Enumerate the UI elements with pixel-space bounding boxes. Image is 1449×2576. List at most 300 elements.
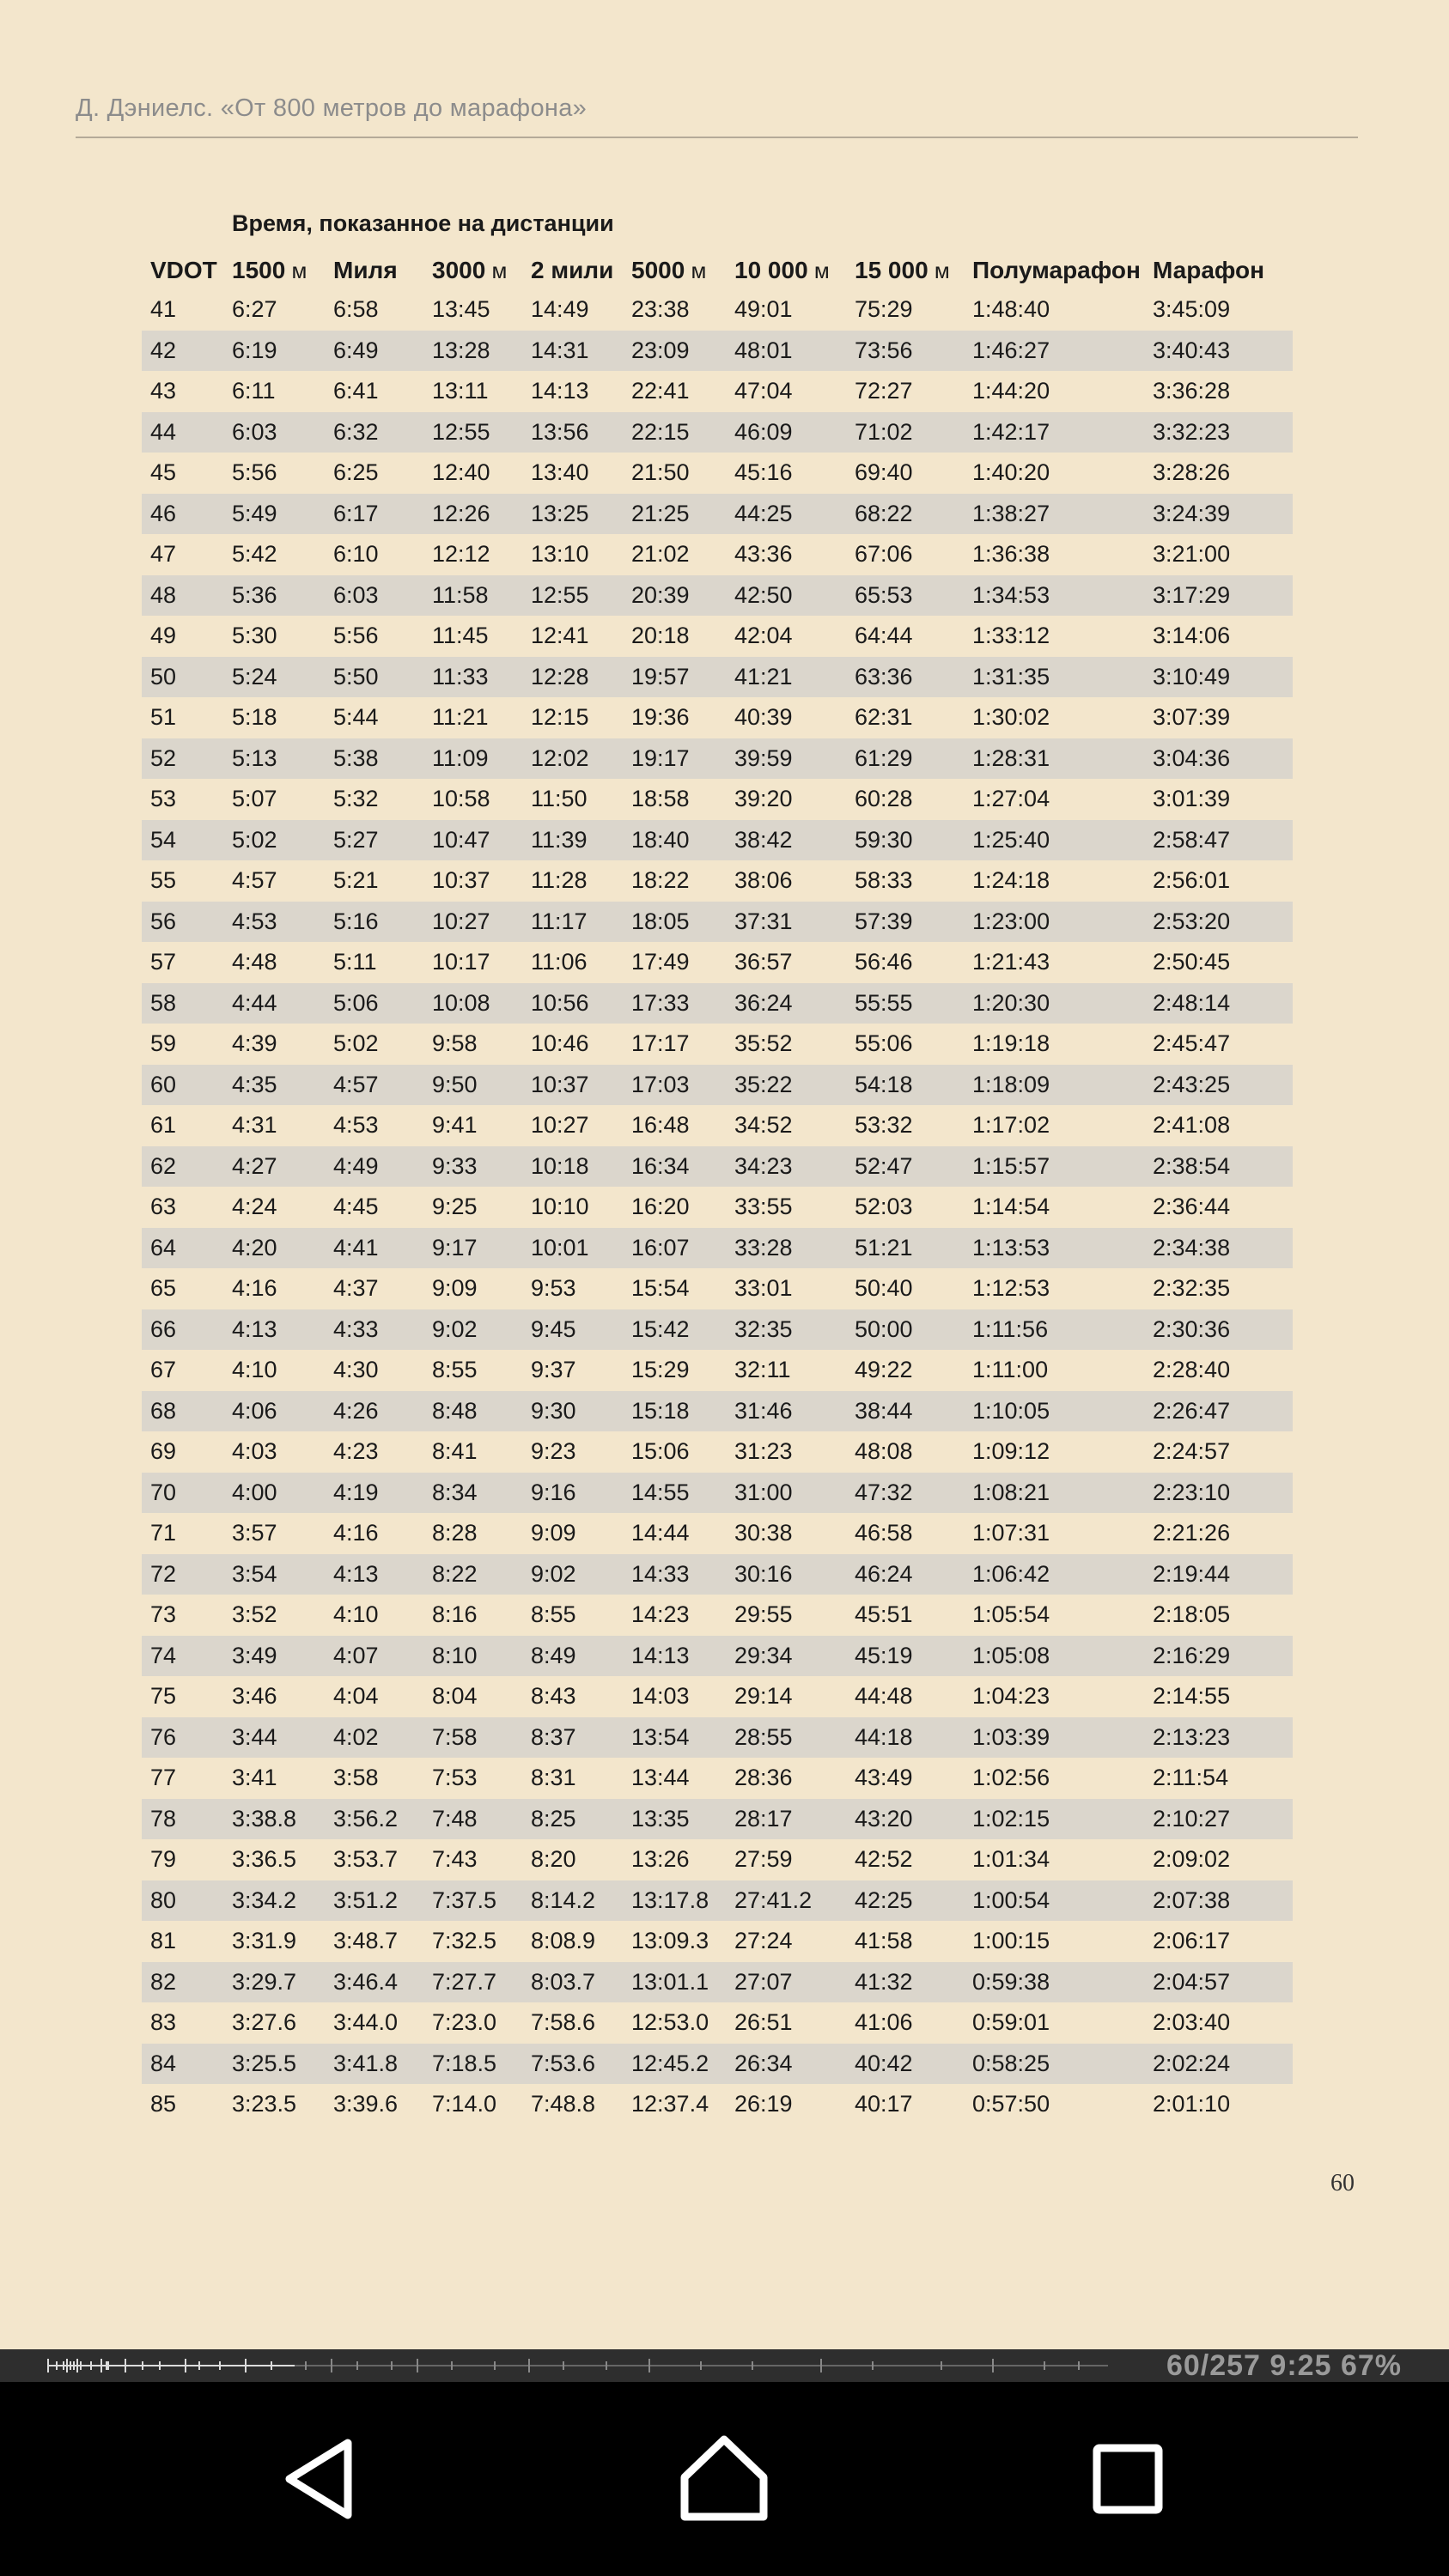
table-cell: 17:03 — [631, 1071, 690, 1097]
table-cell: 42:25 — [855, 1886, 913, 1913]
table-cell: 2:41:08 — [1153, 1112, 1231, 1138]
table-cell: 1:04:23 — [972, 1683, 1050, 1709]
table-cell: 1:38:27 — [972, 500, 1050, 526]
table-cell: 9:02 — [531, 1560, 576, 1587]
progress-tick — [331, 2359, 332, 2372]
table-cell: 5:36 — [232, 581, 277, 608]
table-cell: 2:24:57 — [1153, 1438, 1231, 1464]
table-cell: 7:27.7 — [432, 1968, 497, 1995]
table-cell: 8:55 — [531, 1601, 576, 1627]
table-cell: 4:27 — [232, 1152, 277, 1179]
table-cell: 43:49 — [855, 1765, 913, 1790]
table-cell: 21:25 — [631, 500, 690, 526]
table-cell: 15:42 — [631, 1315, 690, 1342]
table-cell: 4:10 — [232, 1357, 277, 1382]
table-cell: 53:32 — [855, 1112, 913, 1138]
table-cell: 5:11 — [333, 949, 377, 975]
table-cell: 1:46:27 — [972, 337, 1050, 363]
column-header — [531, 253, 613, 288]
table-cell: 0:58:25 — [972, 2050, 1050, 2076]
table-cell: 3:44 — [232, 1723, 277, 1750]
table-cell: 1:25:40 — [972, 826, 1050, 853]
table-cell: 1:00:54 — [972, 1886, 1050, 1913]
home-icon — [673, 2427, 776, 2530]
table-cell: 1:33:12 — [972, 623, 1050, 648]
table-cell: 52:03 — [855, 1194, 913, 1219]
column-header-label: 2 мили — [531, 257, 614, 283]
table-cell: 3:49 — [232, 1642, 277, 1668]
table-cell: 2:19:44 — [1153, 1560, 1231, 1587]
table-row — [142, 289, 1293, 331]
table-cell: 10:56 — [531, 989, 589, 1016]
table-cell: 5:02 — [232, 826, 277, 853]
table-cell: 28:17 — [734, 1805, 793, 1832]
table-row — [142, 616, 1293, 657]
table-row — [142, 1228, 1293, 1269]
table-cell: 38:44 — [855, 1397, 913, 1424]
table-cell: 14:44 — [631, 1520, 690, 1546]
table-cell: 27:41.2 — [734, 1886, 813, 1913]
table-cell: 11:06 — [531, 949, 588, 975]
table-row — [142, 2084, 1293, 2125]
table-cell: 4:31 — [232, 1112, 277, 1138]
table-cell: 50:40 — [855, 1275, 913, 1301]
table-cell: 44 — [150, 418, 177, 445]
table-cell: 3:10:49 — [1153, 663, 1231, 690]
table-cell: 7:48.8 — [531, 2091, 596, 2117]
table-cell: 4:20 — [232, 1234, 277, 1261]
table-cell: 41:21 — [734, 663, 793, 690]
table-cell: 13:45 — [432, 296, 490, 322]
progress-tick — [76, 2359, 78, 2372]
table-cell: 11:33 — [432, 663, 489, 690]
table-cell: 69:40 — [855, 459, 913, 485]
table-cell: 13:11 — [432, 378, 489, 404]
table-cell: 9:30 — [531, 1397, 576, 1424]
table-cell: 36:24 — [734, 989, 793, 1016]
table-cell: 56 — [150, 908, 177, 934]
table-cell: 4:49 — [333, 1152, 379, 1179]
table-cell: 3:46.4 — [333, 1968, 399, 1995]
column-header-label: Миля — [333, 257, 398, 283]
table-cell: 34:52 — [734, 1112, 793, 1138]
table-cell: 2:03:40 — [1153, 2009, 1231, 2035]
progress-tick — [417, 2359, 418, 2372]
table-cell: 29:55 — [734, 1601, 793, 1627]
back-button[interactable] — [272, 2427, 375, 2530]
table-cell: 8:43 — [531, 1683, 576, 1709]
table-cell: 3:51.2 — [333, 1886, 399, 1913]
table-row — [142, 1717, 1293, 1759]
reader-status-text — [1166, 2349, 1402, 2382]
column-header — [855, 253, 950, 288]
table-cell: 42:04 — [734, 623, 793, 648]
table-cell: 4:33 — [333, 1315, 379, 1342]
table-cell: 8:16 — [432, 1601, 478, 1627]
progress-tick — [185, 2359, 186, 2372]
table-cell: 3:17:29 — [1153, 581, 1231, 608]
table-cell: 2:10:27 — [1153, 1805, 1231, 1832]
table-cell: 3:58 — [333, 1765, 379, 1790]
table-row — [142, 860, 1293, 902]
table-cell: 1:42:17 — [972, 418, 1050, 445]
table-cell: 12:45.2 — [631, 2050, 709, 2076]
table-cell: 19:17 — [631, 744, 690, 771]
table-cell: 2:45:47 — [1153, 1030, 1231, 1056]
table-cell: 4:26 — [333, 1397, 379, 1424]
table-cell: 1:03:39 — [972, 1723, 1050, 1750]
table-cell: 13:56 — [531, 418, 589, 445]
table-cell: 14:13 — [631, 1642, 690, 1668]
table-cell: 85 — [150, 2091, 177, 2117]
table-cell: 22:15 — [631, 418, 690, 445]
table-cell: 4:24 — [232, 1194, 277, 1219]
table-cell: 43:20 — [855, 1805, 913, 1832]
table-cell: 21:50 — [631, 459, 690, 485]
table-cell: 64:44 — [855, 623, 913, 648]
table-cell: 3:14:06 — [1153, 623, 1231, 648]
table-cell: 6:19 — [232, 337, 277, 363]
table-cell: 2:30:36 — [1153, 1315, 1231, 1342]
progress-tick — [66, 2359, 68, 2372]
progress-tick — [70, 2361, 71, 2370]
table-cell: 46:24 — [855, 1560, 913, 1587]
table-cell: 13:01.1 — [631, 1968, 709, 1995]
table-cell: 19:36 — [631, 704, 690, 730]
table-cell: 7:14.0 — [432, 2091, 497, 2117]
table-cell: 4:13 — [333, 1560, 379, 1587]
table-cell: 19:57 — [631, 663, 690, 690]
table-cell: 27:07 — [734, 1968, 793, 1995]
table-cell: 6:41 — [333, 378, 379, 404]
table-cell: 2:13:23 — [1153, 1723, 1231, 1750]
column-header-label: 5000 — [631, 257, 685, 283]
table-row — [142, 902, 1293, 943]
progress-tick — [305, 2361, 307, 2370]
table-row — [142, 1962, 1293, 2003]
table-cell: 84 — [150, 2050, 177, 2076]
recents-icon — [1076, 2427, 1179, 2530]
table-row — [142, 983, 1293, 1024]
column-header — [972, 253, 1141, 288]
table-cell: 1:06:42 — [972, 1560, 1050, 1587]
table-cell: 1:05:54 — [972, 1601, 1050, 1627]
table-cell: 6:03 — [333, 581, 379, 608]
table-cell: 6:03 — [232, 418, 277, 445]
table-cell: 14:03 — [631, 1683, 690, 1709]
column-header-unit: м — [807, 258, 830, 283]
table-cell: 4:00 — [232, 1479, 277, 1505]
table-cell: 1:21:43 — [972, 949, 1050, 975]
table-cell: 1:48:40 — [972, 296, 1050, 322]
table-cell: 30:16 — [734, 1560, 793, 1587]
table-cell: 8:28 — [432, 1520, 478, 1546]
table-cell: 72 — [150, 1560, 177, 1587]
progress-tick — [494, 2361, 496, 2370]
table-cell: 10:47 — [432, 826, 490, 853]
table-row — [142, 1105, 1293, 1146]
table-cell: 1:02:56 — [972, 1765, 1050, 1790]
table-cell: 1:17:02 — [972, 1112, 1050, 1138]
table-cell: 16:20 — [631, 1194, 690, 1219]
progress-tick — [80, 2361, 82, 2370]
table-cell: 5:38 — [333, 744, 379, 771]
table-cell: 4:53 — [232, 908, 277, 934]
progress-tick — [820, 2359, 822, 2372]
table-cell: 15:06 — [631, 1438, 690, 1464]
table-row — [142, 1676, 1293, 1717]
android-navigation-bar — [0, 2382, 1449, 2576]
table-cell: 52 — [150, 744, 177, 771]
table-cell: 11:45 — [432, 623, 489, 648]
table-cell: 29:34 — [734, 1642, 793, 1668]
table-cell: 4:10 — [333, 1601, 379, 1627]
table-cell: 23:38 — [631, 296, 690, 322]
table-cell: 7:18.5 — [432, 2050, 497, 2076]
table-cell: 10:18 — [531, 1152, 589, 1179]
table-cell: 3:25.5 — [232, 2050, 297, 2076]
table-row — [142, 1513, 1293, 1554]
column-header-label: VDOT — [150, 257, 217, 283]
progress-tick — [992, 2359, 994, 2372]
table-cell: 2:56:01 — [1153, 867, 1231, 893]
table-cell: 75:29 — [855, 296, 913, 322]
table-row — [142, 575, 1293, 617]
reading-progress-bar[interactable] — [47, 2365, 1108, 2366]
table-cell: 5:49 — [232, 500, 277, 526]
column-header-label: 15 000 — [855, 257, 928, 283]
table-body — [142, 289, 1293, 2125]
table-cell: 55:55 — [855, 989, 913, 1016]
table-cell: 45:19 — [855, 1642, 913, 1668]
table-cell: 29:14 — [734, 1683, 793, 1709]
table-cell: 10:27 — [531, 1112, 589, 1138]
table-cell: 70 — [150, 1479, 177, 1505]
table-cell: 8:10 — [432, 1642, 478, 1668]
table-cell: 1:27:04 — [972, 786, 1050, 811]
table-cell: 72:27 — [855, 378, 913, 404]
table-cell: 35:52 — [734, 1030, 793, 1056]
table-cell: 3:24:39 — [1153, 500, 1231, 526]
table-cell: 71:02 — [855, 418, 913, 445]
table-cell: 3:04:36 — [1153, 744, 1231, 771]
table-cell: 5:02 — [333, 1030, 379, 1056]
table-cell: 61:29 — [855, 744, 913, 771]
page-indicator: 60/257 — [1166, 2349, 1261, 2382]
table-cell: 8:37 — [531, 1723, 576, 1750]
table-cell: 52:47 — [855, 1152, 913, 1179]
table-cell: 42:50 — [734, 581, 793, 608]
table-cell: 11:09 — [432, 744, 489, 771]
table-cell: 1:30:02 — [972, 704, 1050, 730]
table-cell: 16:07 — [631, 1234, 690, 1261]
table-cell: 12:37.4 — [631, 2091, 709, 2117]
table-row — [142, 453, 1293, 494]
table-cell: 49:22 — [855, 1357, 913, 1382]
table-cell: 9:09 — [531, 1520, 576, 1546]
table-row — [142, 1024, 1293, 1065]
table-cell: 46:09 — [734, 418, 793, 445]
table-cell: 11:58 — [432, 581, 489, 608]
table-cell: 15:29 — [631, 1357, 690, 1382]
table-cell: 31:23 — [734, 1438, 793, 1464]
table-cell: 1:14:54 — [972, 1194, 1050, 1219]
clock: 9:25 — [1269, 2349, 1332, 2382]
table-cell: 1:10:05 — [972, 1397, 1050, 1424]
table-cell: 36:57 — [734, 949, 793, 975]
table-cell: 14:33 — [631, 1560, 690, 1587]
table-cell: 48:08 — [855, 1438, 913, 1464]
table-cell: 4:53 — [333, 1112, 379, 1138]
table-cell: 34:23 — [734, 1152, 793, 1179]
header-divider — [76, 137, 1358, 138]
table-cell: 10:58 — [432, 786, 490, 811]
table-cell: 49 — [150, 623, 177, 648]
column-header — [631, 253, 706, 288]
table-cell: 41 — [150, 296, 177, 322]
table-cell: 58 — [150, 989, 177, 1016]
table-cell: 28:55 — [734, 1723, 793, 1750]
table-cell: 42:52 — [855, 1846, 913, 1872]
table-cell: 5:18 — [232, 704, 277, 730]
back-icon — [272, 2427, 375, 2530]
table-cell: 2:36:44 — [1153, 1194, 1231, 1219]
table-cell: 17:33 — [631, 989, 690, 1016]
table-cell: 2:53:20 — [1153, 908, 1231, 934]
table-cell: 31:46 — [734, 1397, 793, 1424]
table-cell: 16:48 — [631, 1112, 690, 1138]
table-cell: 2:06:17 — [1153, 1928, 1231, 1953]
table-cell: 5:30 — [232, 623, 277, 648]
table-cell: 6:11 — [232, 378, 276, 404]
table-row — [142, 412, 1293, 453]
table-row — [142, 1431, 1293, 1473]
table-cell: 13:26 — [631, 1846, 690, 1872]
table-cell: 3:38.8 — [232, 1805, 297, 1832]
table-cell: 40:39 — [734, 704, 793, 730]
table-cell: 62 — [150, 1152, 177, 1179]
table-cell: 13:17.8 — [631, 1886, 709, 1913]
table-cell: 4:45 — [333, 1194, 379, 1219]
table-cell: 3:36.5 — [232, 1846, 297, 1872]
table-cell: 0:57:50 — [972, 2091, 1050, 2117]
table-cell: 3:41.8 — [333, 2050, 399, 2076]
table-cell: 55 — [150, 867, 177, 893]
table-super-header: Время, показанное на дистанции — [232, 210, 614, 236]
recents-button[interactable] — [1076, 2427, 1179, 2530]
progress-tick — [1044, 2361, 1045, 2370]
table-cell: 3:52 — [232, 1601, 277, 1627]
table-cell: 12:55 — [531, 581, 589, 608]
table-cell: 1:18:09 — [972, 1071, 1050, 1097]
table-cell: 13:35 — [631, 1805, 690, 1832]
table-cell: 27:59 — [734, 1846, 793, 1872]
table-cell: 63 — [150, 1194, 177, 1219]
table-cell: 2:04:57 — [1153, 1968, 1231, 1995]
column-header-label: Полумарафон — [972, 257, 1141, 283]
table-cell: 37:31 — [734, 908, 793, 934]
table-cell: 9:02 — [432, 1315, 478, 1342]
table-cell: 43 — [150, 378, 177, 404]
table-cell: 3:28:26 — [1153, 459, 1231, 485]
table-row — [142, 331, 1293, 372]
table-cell: 51:21 — [855, 1234, 913, 1261]
table-cell: 9:37 — [531, 1357, 576, 1382]
table-cell: 57 — [150, 949, 177, 975]
table-cell: 8:55 — [432, 1357, 478, 1382]
table-row — [142, 494, 1293, 535]
table-cell: 20:39 — [631, 581, 690, 608]
table-cell: 7:32.5 — [432, 1928, 497, 1953]
table-cell: 8:41 — [432, 1438, 478, 1464]
table-header-row — [142, 253, 1293, 288]
page-number: 60 — [1330, 2170, 1355, 2196]
table-cell: 4:39 — [232, 1030, 277, 1056]
table-cell: 2:58:47 — [1153, 826, 1231, 853]
table-cell: 12:02 — [531, 744, 589, 771]
table-cell: 4:06 — [232, 1397, 277, 1424]
table-cell: 33:55 — [734, 1194, 793, 1219]
table-cell: 8:03.7 — [531, 1968, 596, 1995]
table-cell: 41:06 — [855, 2009, 913, 2035]
table-cell: 3:41 — [232, 1765, 277, 1790]
table-cell: 1:44:20 — [972, 378, 1050, 404]
table-cell: 1:01:34 — [972, 1846, 1050, 1872]
table-cell: 5:06 — [333, 989, 379, 1016]
table-row — [142, 534, 1293, 575]
table-cell: 4:13 — [232, 1315, 277, 1342]
table-row — [142, 779, 1293, 820]
table-cell: 67:06 — [855, 541, 913, 567]
table-cell: 2:01:10 — [1153, 2091, 1231, 2117]
table-cell: 1:13:53 — [972, 1234, 1050, 1261]
table-cell: 5:21 — [333, 867, 379, 893]
table-cell: 8:34 — [432, 1479, 478, 1505]
table-cell: 26:34 — [734, 2050, 793, 2076]
table-cell: 63:36 — [855, 663, 913, 690]
progress-tick — [563, 2361, 564, 2370]
table-cell: 15:54 — [631, 1275, 690, 1301]
table-cell: 10:17 — [432, 949, 490, 975]
table-cell: 4:03 — [232, 1438, 277, 1464]
table-cell: 41:32 — [855, 1968, 913, 1995]
table-row — [142, 1065, 1293, 1106]
table-row — [142, 1554, 1293, 1595]
column-header — [150, 253, 217, 288]
table-cell: 4:02 — [333, 1723, 379, 1750]
table-cell: 18:40 — [631, 826, 690, 853]
table-cell: 73 — [150, 1601, 177, 1627]
table-cell: 4:07 — [333, 1642, 379, 1668]
home-button[interactable] — [673, 2427, 776, 2530]
progress-tick — [752, 2361, 753, 2370]
table-cell: 6:10 — [333, 541, 379, 567]
table-row — [142, 697, 1293, 738]
table-cell: 38:06 — [734, 867, 793, 893]
progress-tick — [648, 2359, 650, 2372]
table-row — [142, 1636, 1293, 1677]
table-cell: 5:56 — [333, 623, 379, 648]
table-cell: 2:18:05 — [1153, 1601, 1231, 1627]
table-cell: 2:16:29 — [1153, 1642, 1231, 1668]
table-cell: 3:31.9 — [232, 1928, 297, 1953]
table-cell: 78 — [150, 1805, 177, 1832]
table-cell: 73:56 — [855, 337, 913, 363]
column-header — [232, 253, 307, 288]
table-cell: 48 — [150, 581, 177, 608]
progress-tick — [219, 2361, 221, 2370]
table-cell: 3:27.6 — [232, 2009, 297, 2035]
